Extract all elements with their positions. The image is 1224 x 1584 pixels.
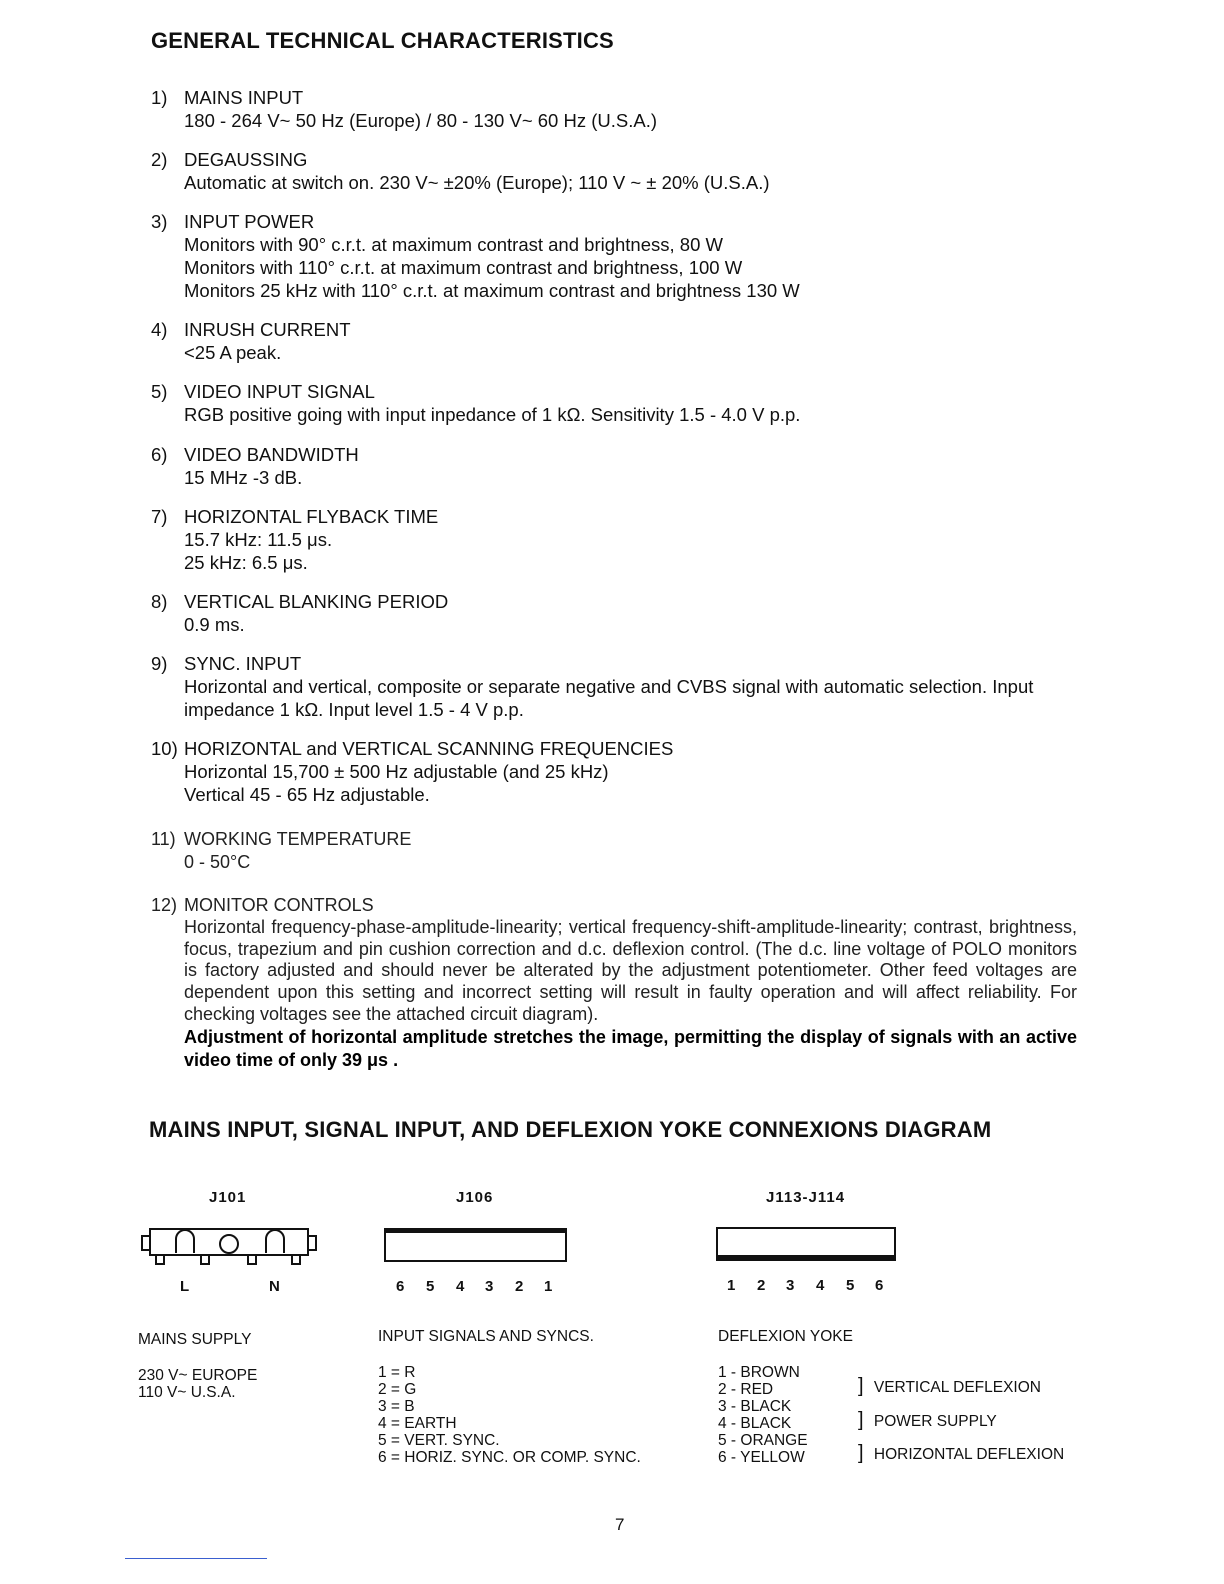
footer-divider xyxy=(125,1558,267,1559)
j101-line: 230 V~ EUROPE xyxy=(138,1367,258,1384)
item-line: Horizontal and vertical, composite or separate negative and CVBS signal with automatic selection. Input xyxy=(184,676,1034,697)
j106-pin: 3 xyxy=(485,1278,494,1295)
spec-item-2 xyxy=(151,148,770,194)
item-number: 11) xyxy=(151,829,176,849)
item-heading: VERTICAL BLANKING PERIOD xyxy=(184,591,449,612)
page-title: GENERAL TECHNICAL CHARACTERISTICS xyxy=(151,28,614,53)
item-number: 3) xyxy=(151,211,168,232)
spec-item-10 xyxy=(151,737,673,806)
j113-line: 2 - RED xyxy=(718,1381,774,1398)
j106-pin: 1 xyxy=(544,1278,553,1295)
j106-connector-drawing xyxy=(383,1226,569,1266)
j113-pin: 3 xyxy=(786,1277,795,1294)
j106-pin: 6 xyxy=(396,1278,405,1295)
item-heading: SYNC. INPUT xyxy=(184,653,302,674)
spec-item-12 xyxy=(151,895,1077,1072)
j113-pin: 4 xyxy=(816,1277,825,1294)
item-line: <25 A peak. xyxy=(184,342,282,363)
j113-pin: 2 xyxy=(757,1277,766,1294)
item-number: 9) xyxy=(151,653,168,674)
item-number: 4) xyxy=(151,319,168,340)
j106-pin: 2 xyxy=(515,1278,524,1295)
bracket-icon: ] xyxy=(858,1375,864,1397)
j113-pin: 6 xyxy=(875,1277,884,1294)
item-line: Vertical 45 - 65 Hz adjustable. xyxy=(184,784,430,805)
j113-line: 6 - YELLOW xyxy=(718,1449,805,1466)
spec-item-1 xyxy=(151,86,657,132)
bracket-icon: ] xyxy=(858,1409,864,1431)
spec-item-11 xyxy=(151,828,411,874)
spec-item-8 xyxy=(151,590,448,636)
group-label: VERTICAL DEFLEXION xyxy=(873,1379,1041,1396)
j106-caption: INPUT SIGNALS AND SYNCS. xyxy=(378,1328,594,1345)
j106-list xyxy=(378,1364,641,1466)
item-number: 12) xyxy=(151,895,178,915)
group-power-supply xyxy=(858,1409,997,1432)
item-line: 0.9 ms. xyxy=(184,614,245,635)
item-heading: DEGAUSSING xyxy=(184,149,308,170)
j106-label: J106 xyxy=(456,1189,494,1206)
j113-line: 3 - BLACK xyxy=(718,1398,792,1415)
j113-line: 1 - BROWN xyxy=(718,1364,800,1381)
item-number: 8) xyxy=(151,591,168,612)
j113-connector-drawing xyxy=(715,1226,899,1266)
item-heading: WORKING TEMPERATURE xyxy=(184,829,412,849)
j101-label: J101 xyxy=(209,1189,247,1206)
item-number: 1) xyxy=(151,87,168,108)
item-number: 5) xyxy=(151,381,168,402)
item-line: impedance 1 kΩ. Input level 1.5 - 4 V p.p. xyxy=(184,699,524,720)
item-line: 0 - 50°C xyxy=(184,852,251,872)
page-number: 7 xyxy=(615,1515,625,1534)
j106-line: 3 = B xyxy=(378,1398,415,1415)
item-bold-note: Adjustment of horizontal amplitude stretches the image, permitting the display of signals with an active video time of only 39 μs . xyxy=(184,1026,1077,1070)
j106-line: 5 = VERT. SYNC. xyxy=(378,1432,500,1449)
group-label: HORIZONTAL DEFLEXION xyxy=(873,1446,1065,1463)
j106-line: 2 = G xyxy=(378,1381,417,1398)
j106-line: 6 = HORIZ. SYNC. OR COMP. SYNC. xyxy=(378,1449,641,1466)
item-line: 180 - 264 V~ 50 Hz (Europe) / 80 - 130 V~ 60 Hz (U.S.A.) xyxy=(184,110,658,131)
item-number: 6) xyxy=(151,444,168,465)
item-line: Monitors 25 kHz with 110° c.r.t. at maximum contrast and brightness 130 W xyxy=(184,280,800,301)
j106-pin: 4 xyxy=(456,1278,465,1295)
item-number: 7) xyxy=(151,506,168,527)
j101-caption: MAINS SUPPLY xyxy=(138,1331,252,1348)
j101-pin-n: N xyxy=(269,1278,280,1295)
spec-item-9 xyxy=(151,652,1033,721)
j101-line: 110 V~ U.S.A. xyxy=(138,1384,236,1401)
item-line: RGB positive going with input inpedance of 1 kΩ. Sensitivity 1.5 - 4.0 V p.p. xyxy=(184,404,801,425)
spec-item-6 xyxy=(151,443,359,489)
j113-line: 5 - ORANGE xyxy=(718,1432,808,1449)
diagram-title: MAINS INPUT, SIGNAL INPUT, AND DEFLEXION YOKE CONNEXIONS DIAGRAM xyxy=(149,1117,992,1142)
j106-pin: 5 xyxy=(426,1278,435,1295)
item-heading: HORIZONTAL and VERTICAL SCANNING FREQUENCIES xyxy=(184,738,674,759)
item-line: Automatic at switch on. 230 V~ ±20% (Europe); 110 V ~ ± 20% (U.S.A.) xyxy=(184,172,770,193)
item-number: 2) xyxy=(151,149,168,170)
spec-item-3 xyxy=(151,210,800,302)
item-line: 15.7 kHz: 11.5 μs. xyxy=(184,529,333,550)
j106-line: 1 = R xyxy=(378,1364,416,1381)
group-vertical-deflexion xyxy=(858,1375,1041,1398)
item-line: Horizontal 15,700 ± 500 Hz adjustable (and 25 kHz) xyxy=(184,761,609,782)
j113-line: 4 - BLACK xyxy=(718,1415,792,1432)
spec-item-7 xyxy=(151,505,438,574)
j113-caption: DEFLEXION YOKE xyxy=(718,1328,853,1345)
item-heading: INPUT POWER xyxy=(184,211,315,232)
j113-pin: 1 xyxy=(727,1277,736,1294)
item-heading: VIDEO INPUT SIGNAL xyxy=(184,381,375,402)
item-line: Monitors with 110° c.r.t. at maximum contrast and brightness, 100 W xyxy=(184,257,743,278)
item-heading: MAINS INPUT xyxy=(184,87,304,108)
item-line: Monitors with 90° c.r.t. at maximum contrast and brightness, 80 W xyxy=(184,234,723,255)
item-line: 15 MHz -3 dB. xyxy=(184,467,303,488)
item-line: 25 kHz: 6.5 μs. xyxy=(184,552,308,573)
spec-item-5 xyxy=(151,380,800,426)
j113-label: J113-J114 xyxy=(766,1189,846,1206)
group-label: POWER SUPPLY xyxy=(873,1413,997,1430)
item-number: 10) xyxy=(151,738,178,759)
j113-list xyxy=(718,1364,808,1466)
j101-list xyxy=(138,1367,257,1401)
item-heading: HORIZONTAL FLYBACK TIME xyxy=(184,506,439,527)
j101-connector-drawing xyxy=(140,1225,320,1271)
item-heading: VIDEO BANDWIDTH xyxy=(184,444,359,465)
j101-pin-l: L xyxy=(180,1278,190,1295)
group-horizontal-deflexion xyxy=(858,1442,1064,1465)
spec-item-4 xyxy=(151,318,351,364)
item-paragraph: Horizontal frequency-phase-amplitude-linearity; vertical frequency-shift-amplitude-linearity; contrast, brightness, focus, trapezium and pin cushion correction and d.c. deflexion control. (The d.c. line voltage of POLO monitors is factory adjusted and should never be alterated by the adjustment potentiometer. Other feed voltages are dependent upon this setting and incorrect setting will result in faulty operation and will affect reliability. For checking voltages see the attached circuit diagram). xyxy=(184,916,1077,1024)
j106-line: 4 = EARTH xyxy=(378,1415,457,1432)
item-heading: MONITOR CONTROLS xyxy=(184,895,374,915)
j113-pin: 5 xyxy=(846,1277,855,1294)
item-heading: INRUSH CURRENT xyxy=(184,319,351,340)
bracket-icon: ] xyxy=(858,1442,864,1464)
